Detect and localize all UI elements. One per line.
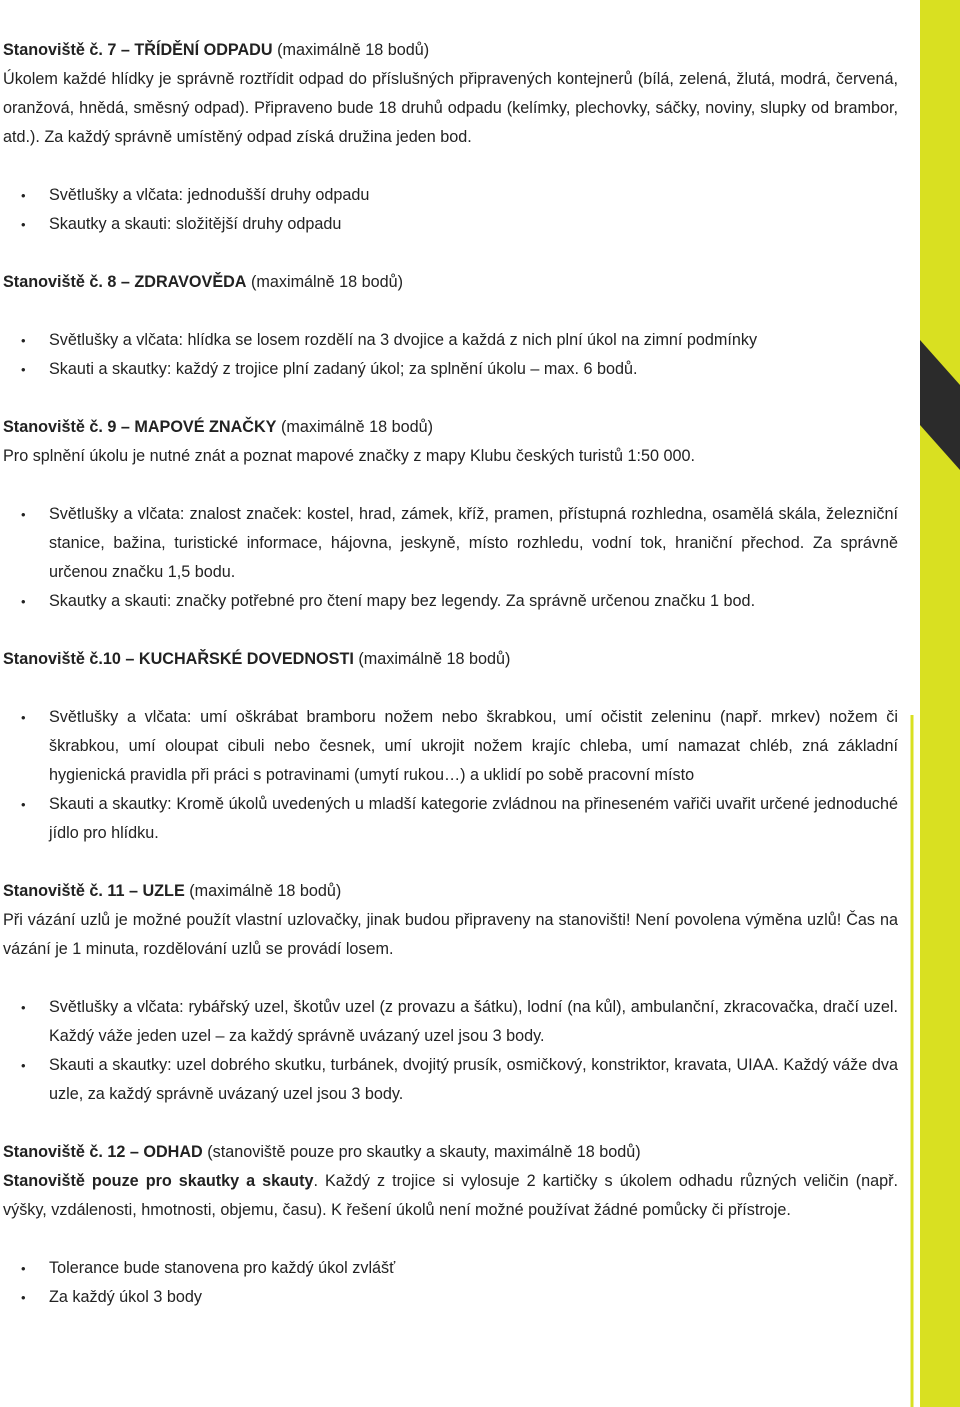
section-8-heading <box>3 268 898 297</box>
section-prefix: Stanoviště č. <box>3 41 103 59</box>
section-prefix: Stanoviště č. <box>3 418 103 436</box>
section-max-points: (maximálně 18 bodů) <box>276 418 434 436</box>
section-10-heading <box>3 645 898 674</box>
section-7-list <box>3 181 898 239</box>
section-9-heading <box>3 413 898 442</box>
section-prefix: Stanoviště č. <box>3 1143 103 1161</box>
list-item: • Skautky a skauti: složitější druhy odpadu <box>3 210 898 239</box>
dark-diagonal-top <box>920 340 960 470</box>
section-12-text: . Každý z trojice si vylosuje 2 kartičky s úkolem odhadu různých veličin (např. výšky, vzdálenosti, hmotnosti, objemu, času). K řešení úkolů není možné používat žádné pomůcky či přístroje. <box>3 1172 898 1219</box>
section-title: 11 – UZLE <box>102 882 185 900</box>
list-item: • Světlušky a vlčata: hlídka se losem rozdělí na 3 dvojice a každá z nich plní úkol na zimní podmínky <box>3 326 898 355</box>
section-12-list <box>3 1254 898 1312</box>
section-title: 7 – TŘÍDĚNÍ ODPADU <box>102 41 273 59</box>
section-11-description: Při vázání uzlů je možné použít vlastní uzlovačky, jinak budou připraveny na stanovišti! Není povolena výměna uzlů! Čas na vázání je 1 minuta, rozdělování uzlů se provádí losem. <box>3 911 898 958</box>
section-max-points: (maximálně 18 bodů) <box>353 650 511 668</box>
section-max-points: (maximálně 18 bodů) <box>246 273 404 291</box>
list-item: • Světlušky a vlčata: umí oškrábat bramboru nožem nebo škrabkou, umí očistit zeleninu (např. mrkev) nožem či škrabkou, umí oloupat cibuli nebo česnek, umí ukrojit nožem krajíc chleba, umí namazat chléb, zná základní hygienická pravidla při práci s potravinami (umytí rukou…) a uklidí po sobě pracovní místo <box>3 703 898 790</box>
decorative-side-stripe <box>898 0 960 1407</box>
section-title: 8 – ZDRAVOVĚDA <box>102 273 247 291</box>
list-item: • Světlušky a vlčata: jednodušší druhy odpadu <box>3 181 898 210</box>
accent-band <box>920 0 960 1407</box>
list-item: • Tolerance bude stanovena pro každý úkol zvlášť <box>3 1254 898 1283</box>
section-max-points: (maximálně 18 bodů) <box>184 882 342 900</box>
section-11-list <box>3 993 898 1109</box>
section-max-points: (maximálně 18 bodů) <box>272 41 430 59</box>
section-7-description: Úkolem každé hlídky je správně roztřídit odpad do příslušných připravených kontejnerů (bílá, zelená, žlutá, modrá, červená, oranžová, hnědá, směsný odpad). Připraveno bude 18 druhů odpadu (kelímky, plechovky, sáčky, noviny, slupky od brambor, atd.). Za každý správně umístěný odpad získá družina jeden bod. <box>3 70 898 146</box>
section-12-description <box>3 1167 898 1225</box>
section-9-description: Pro splnění úkolu je nutné znát a poznat mapové značky z mapy Klubu českých turistů 1:50 000. <box>3 447 695 465</box>
section-9-list <box>3 500 898 616</box>
list-item: • Skauti a skautky: každý z trojice plní zadaný úkol; za splnění úkolu – max. 6 bodů. <box>3 355 898 384</box>
section-prefix: Stanoviště č. <box>3 650 103 668</box>
section-7-heading <box>3 36 898 65</box>
section-prefix: Stanoviště č. <box>3 273 103 291</box>
list-item: • Skauti a skautky: Kromě úkolů uvedených u mladší kategorie zvládnou na přineseném vařiči uvařit určené jednoduché jídlo pro hlídku. <box>3 790 898 848</box>
section-11-heading <box>3 877 898 906</box>
list-item: • Skauti a skautky: uzel dobrého skutku, turbánek, dvojitý prusík, osmičkový, konstriktor, kravata, UIAA. Každý váže dva uzle, za každý správně uvázaný uzel jsou 3 body. <box>3 1051 898 1109</box>
list-item: • Světlušky a vlčata: znalost značek: kostel, hrad, zámek, kříž, pramen, přístupná rozhledna, osamělá skála, železniční stanice, bažina, turistické informace, hájovna, jeskyně, místo rozhledu, vodní tok, hraniční přechod. Za správně určenou značku 1,5 bodu. <box>3 500 898 587</box>
section-title: 9 – MAPOVÉ ZNAČKY <box>102 418 277 436</box>
accent-diagonal <box>920 470 960 700</box>
list-item: • Skautky a skauti: značky potřebné pro čtení mapy bez legendy. Za správně určenou značku 1 bod. <box>3 587 898 616</box>
list-item: • Světlušky a vlčata: rybářský uzel, škotův uzel (z provazu a šátku), lodní (na kůl), ambulanční, zkracovačka, dračí uzel. Každý váže jeden uzel – za každý správně uvázaný uzel jsou 3 body. <box>3 993 898 1051</box>
section-max-points: (stanoviště pouze pro skautky a skauty, maximálně 18 bodů) <box>202 1143 641 1161</box>
section-title: 12 – ODHAD <box>102 1143 203 1161</box>
section-prefix: Stanoviště č. <box>3 882 103 900</box>
list-item: • Za každý úkol 3 body <box>3 1283 898 1312</box>
section-12-heading <box>3 1138 898 1167</box>
section-10-list <box>3 703 898 848</box>
section-title: 10 – KUCHAŘSKÉ DOVEDNOSTI <box>102 650 354 668</box>
document-body <box>3 36 898 1312</box>
section-12-lead: Stanoviště pouze pro skautky a skauty <box>3 1172 314 1190</box>
section-8-list <box>3 326 898 384</box>
